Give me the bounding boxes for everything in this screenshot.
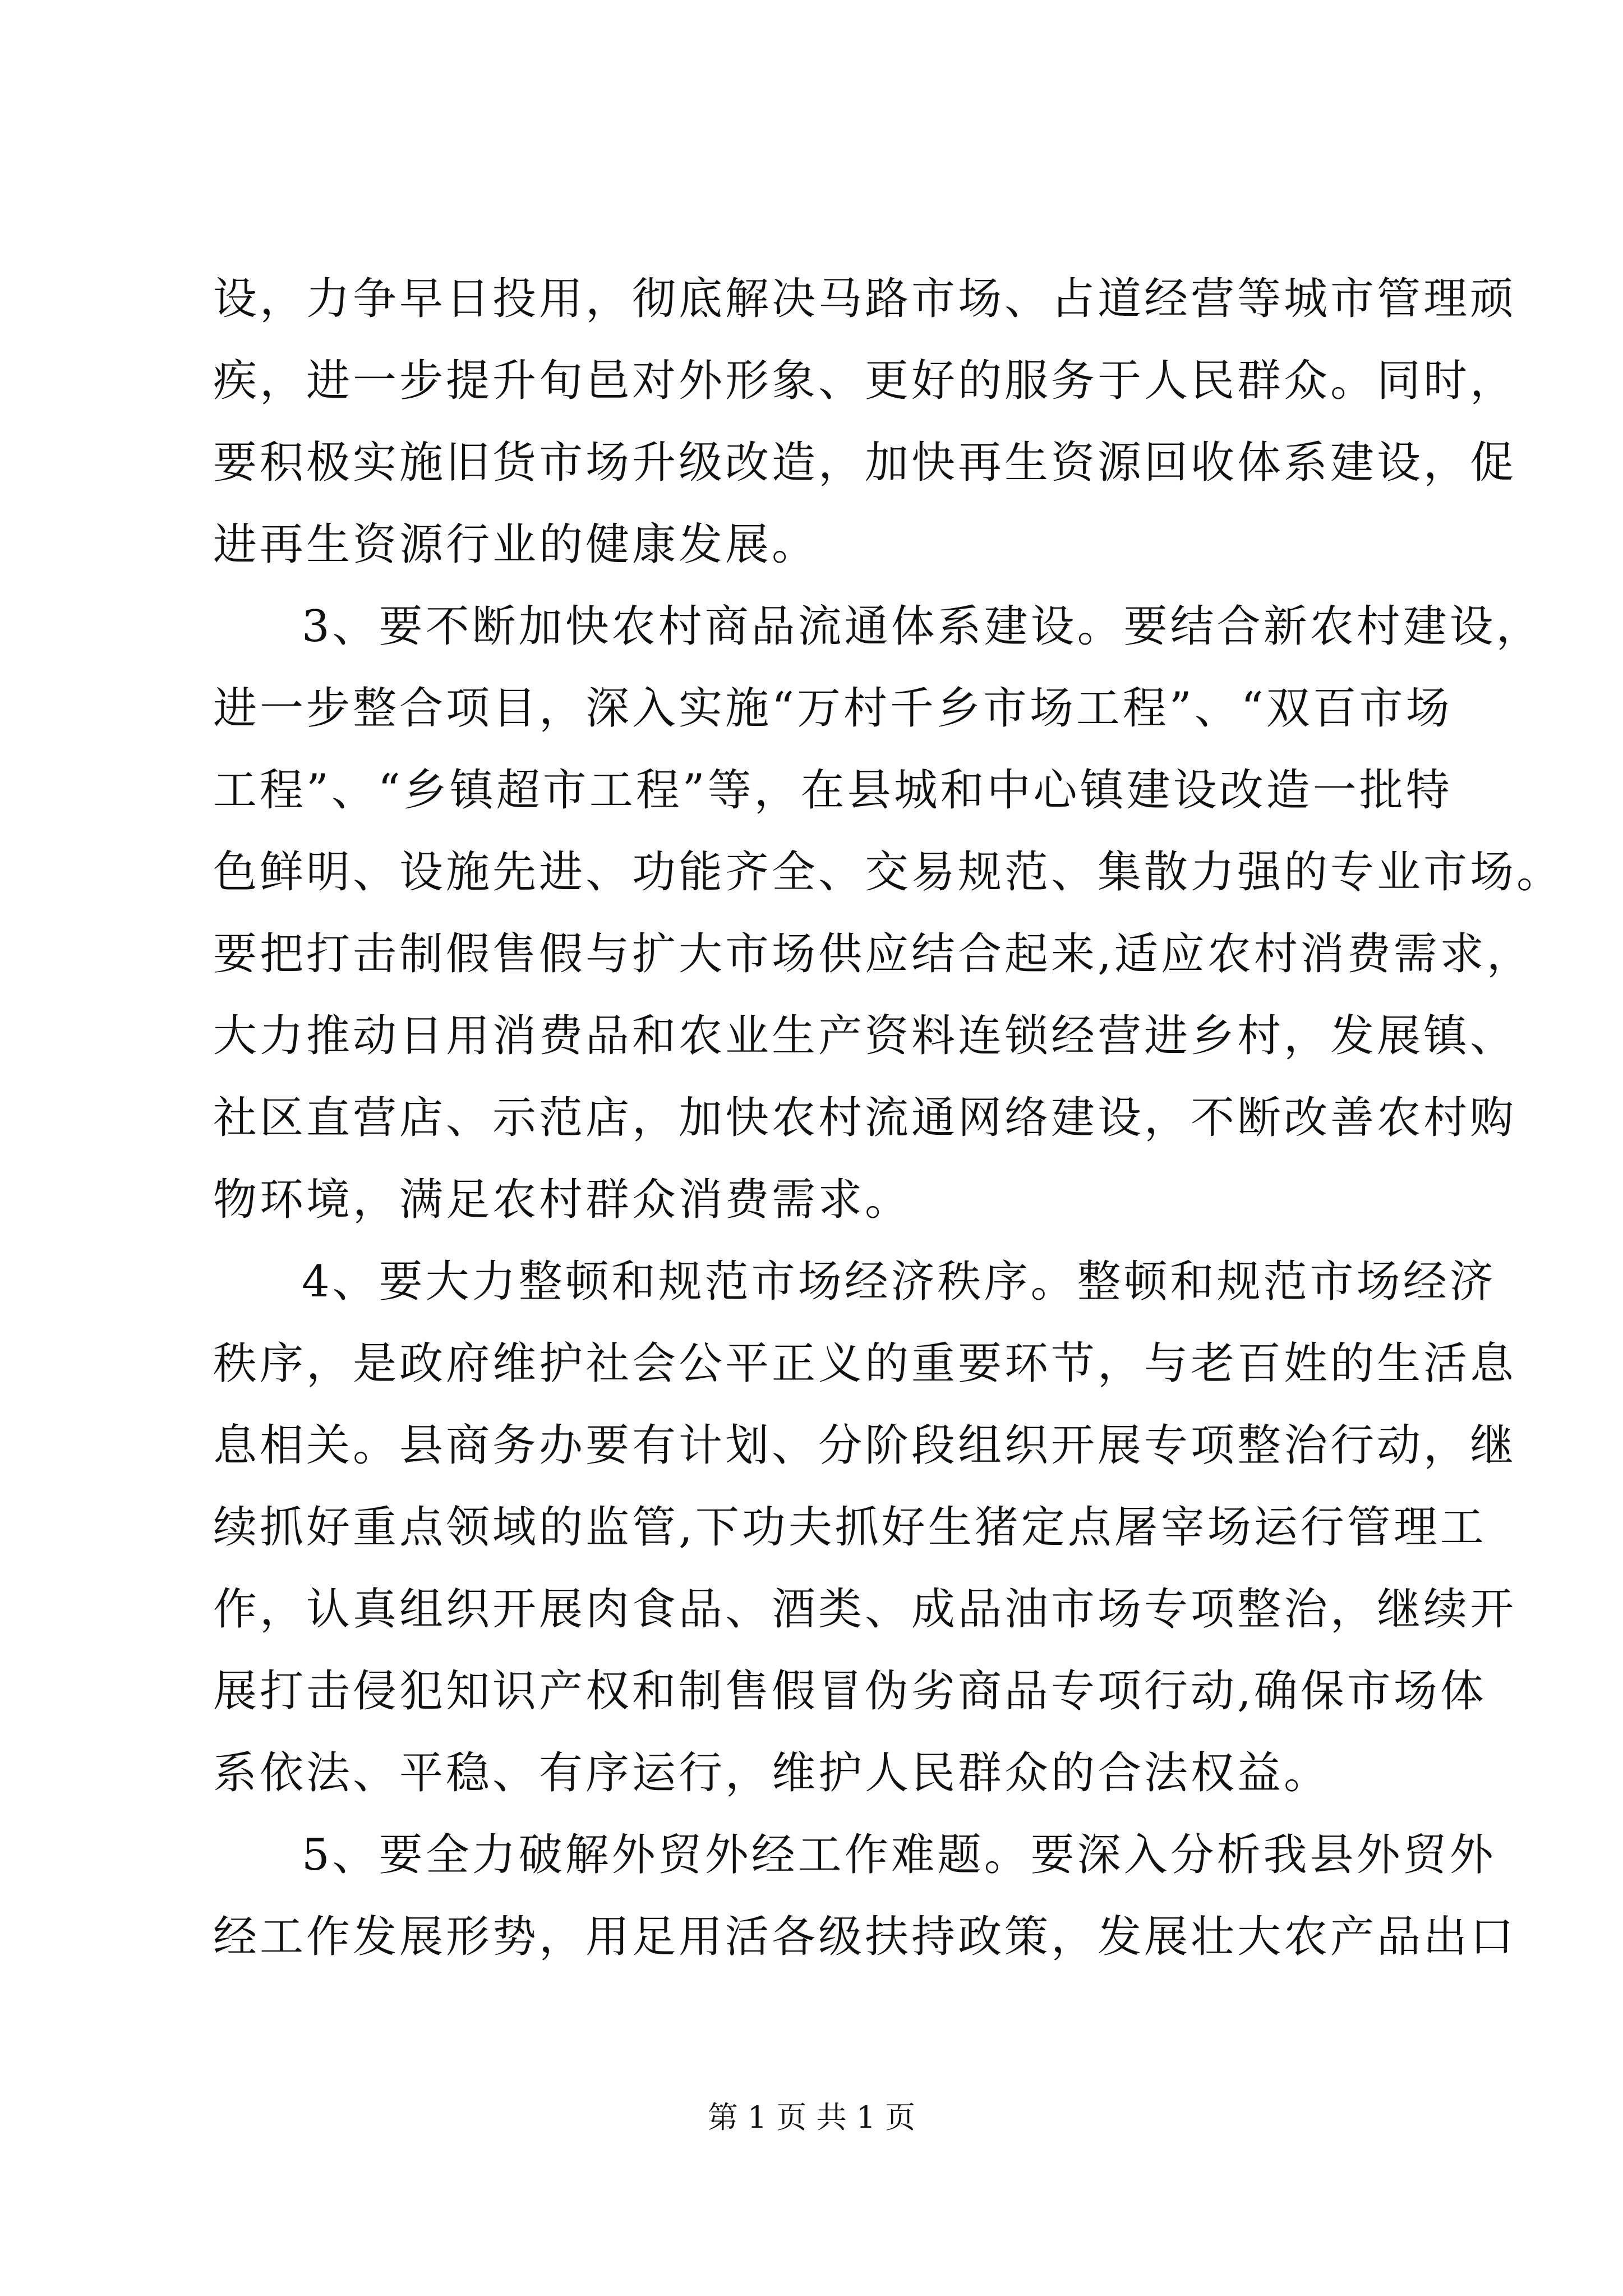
document-body — [213, 258, 1564, 1978]
text-line: 设，力争早日投用，彻底解决马路市场、占道经营等城市管理顽 — [213, 274, 1517, 324]
text-line: 秩序，是政府维护社会公平正义的重要环节，与老百姓的生活息 — [213, 1338, 1517, 1389]
paragraph-heading-4: 4、要大力整顿和规范市场经济秩序。整顿和规范市场经济 — [302, 1257, 1496, 1307]
text-line: 疾，进一步提升旬邑对外形象、更好的服务于人民群众。同时， — [213, 356, 1517, 406]
text-line: 色鲜明、设施先进、功能齐全、交易规范、集散力强的专业市场。 — [213, 847, 1564, 898]
text-line: 进再生资源行业的健康发展。 — [213, 519, 819, 570]
text-line: 要把打击制假售假与扩大市场供应结合起来,适应农村消费需求， — [213, 929, 1533, 979]
text-line: 大力推动日用消费品和农业生产资料连锁经营进乡村，发展镇、 — [213, 1011, 1517, 1061]
paragraph-heading-5: 5、要全力破解外贸外经工作难题。要深入分析我县外贸外 — [302, 1830, 1496, 1880]
text-line: 工程”、“乡镇超市工程”等，在县城和中心镇建设改造一批特 — [213, 765, 1453, 816]
text-line: 社区直营店、示范店，加快农村流通网络建设，不断改善农村购 — [213, 1093, 1517, 1143]
text-line: 续抓好重点领域的监管,下功夫抓好生猪定点屠宰场运行管理工 — [213, 1502, 1487, 1553]
text-line: 进一步整合项目，深入实施“万村千乡市场工程”、“双百市场 — [213, 683, 1453, 734]
text-line: 系依法、平稳、有序运行，维护人民群众的合法权益。 — [213, 1748, 1331, 1798]
text-line: 要积极实施旧货市场升级改造，加快再生资源回收体系建设，促 — [213, 438, 1517, 488]
page-footer: 第 1 页 共 1 页 — [707, 2100, 916, 2135]
text-line: 经工作发展形势，用足用活各级扶持政策，发展壮大农产品出口 — [213, 1912, 1517, 1962]
text-line: 物环境，满足农村群众消费需求。 — [213, 1175, 912, 1225]
paragraph-heading-3: 3、要不断加快农村商品流通体系建设。要结合新农村建设， — [302, 601, 1543, 652]
text-line: 展打击侵犯知识产权和制售假冒伪劣商品专项行动,确保市场体 — [213, 1666, 1487, 1717]
text-line: 息相关。县商务办要有计划、分阶段组织开展专项整治行动，继 — [213, 1420, 1517, 1471]
text-line: 作，认真组织开展肉食品、酒类、成品油市场专项整治，继续开 — [213, 1584, 1517, 1635]
